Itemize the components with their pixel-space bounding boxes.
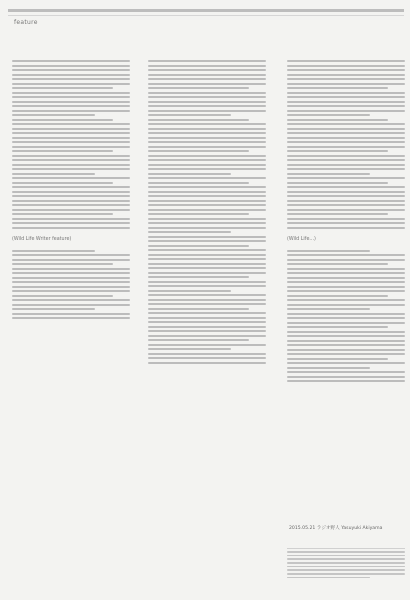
text-line bbox=[287, 60, 405, 62]
text-line bbox=[287, 272, 405, 274]
column-1-text bbox=[12, 60, 130, 319]
text-line bbox=[287, 213, 388, 215]
text-line bbox=[148, 254, 266, 256]
text-line bbox=[148, 213, 249, 215]
text-line bbox=[287, 119, 388, 121]
text-line bbox=[287, 155, 405, 157]
text-line bbox=[287, 78, 405, 80]
text-line bbox=[12, 177, 130, 179]
text-line bbox=[287, 344, 405, 346]
text-line bbox=[148, 105, 266, 107]
text-line bbox=[12, 123, 130, 125]
text-line bbox=[148, 150, 249, 152]
text-line bbox=[148, 83, 266, 85]
text-line bbox=[148, 321, 266, 323]
header-bar bbox=[8, 9, 404, 12]
text-line bbox=[148, 330, 266, 332]
text-line bbox=[148, 357, 266, 359]
text-line bbox=[148, 249, 266, 251]
text-line bbox=[287, 313, 405, 315]
text-line bbox=[148, 231, 231, 233]
text-line bbox=[287, 349, 405, 351]
text-line bbox=[287, 322, 405, 324]
text-line bbox=[148, 164, 266, 166]
text-line bbox=[287, 331, 405, 333]
text-line bbox=[12, 69, 130, 71]
text-line bbox=[148, 155, 266, 157]
text-line bbox=[287, 218, 405, 220]
text-line bbox=[148, 69, 266, 71]
text-line bbox=[148, 245, 249, 247]
text-line bbox=[287, 281, 405, 283]
text-line bbox=[148, 240, 266, 242]
text-line bbox=[12, 101, 130, 103]
text-line bbox=[12, 132, 130, 134]
text-line bbox=[12, 150, 113, 152]
text-line bbox=[287, 371, 405, 373]
text-line bbox=[12, 218, 130, 220]
text-line bbox=[287, 286, 405, 288]
footnote-line bbox=[287, 562, 405, 564]
text-line bbox=[287, 304, 405, 306]
text-line bbox=[12, 83, 130, 85]
text-line bbox=[12, 250, 95, 252]
text-line bbox=[287, 380, 405, 382]
text-line bbox=[287, 177, 405, 179]
text-line bbox=[12, 290, 130, 292]
text-line bbox=[148, 195, 266, 197]
text-line bbox=[12, 105, 130, 107]
text-line bbox=[12, 182, 113, 184]
text-line bbox=[287, 195, 405, 197]
text-line bbox=[12, 222, 130, 224]
text-line bbox=[12, 146, 130, 148]
text-line bbox=[287, 182, 388, 184]
text-line bbox=[287, 123, 405, 125]
text-line bbox=[148, 258, 266, 260]
text-line bbox=[12, 155, 130, 157]
text-line bbox=[12, 87, 113, 89]
text-line bbox=[287, 132, 405, 134]
text-line bbox=[287, 137, 405, 139]
text-line bbox=[12, 78, 130, 80]
text-line bbox=[287, 141, 405, 143]
text-line bbox=[287, 250, 370, 252]
text-line bbox=[12, 168, 130, 170]
text-line bbox=[287, 227, 405, 229]
text-line bbox=[287, 362, 405, 364]
text-line bbox=[148, 353, 266, 355]
text-line bbox=[12, 191, 130, 193]
text-line bbox=[287, 101, 405, 103]
footnote-line bbox=[287, 577, 370, 579]
text-line bbox=[12, 317, 130, 319]
text-line bbox=[148, 222, 266, 224]
text-line bbox=[287, 335, 405, 337]
text-line bbox=[287, 92, 405, 94]
text-line bbox=[12, 272, 130, 274]
text-line bbox=[287, 146, 405, 148]
text-line bbox=[12, 186, 130, 188]
text-line bbox=[148, 312, 266, 314]
text-line bbox=[12, 92, 130, 94]
text-line bbox=[287, 105, 405, 107]
text-line bbox=[287, 114, 370, 116]
text-line bbox=[287, 268, 405, 270]
text-line bbox=[148, 303, 266, 305]
text-line bbox=[148, 326, 266, 328]
text-line bbox=[287, 376, 405, 378]
text-column-1 bbox=[12, 58, 130, 528]
text-line bbox=[12, 295, 113, 297]
text-line bbox=[12, 254, 130, 256]
text-line bbox=[287, 290, 405, 292]
section-subhead: (Wild Life...) bbox=[287, 236, 316, 242]
text-line bbox=[287, 353, 405, 355]
text-line bbox=[148, 285, 266, 287]
text-line bbox=[12, 308, 95, 310]
text-line bbox=[287, 96, 405, 98]
text-line bbox=[148, 276, 249, 278]
text-line bbox=[148, 236, 266, 238]
text-line bbox=[12, 195, 130, 197]
text-line bbox=[148, 272, 266, 274]
text-line bbox=[148, 209, 266, 211]
text-line bbox=[12, 137, 130, 139]
text-column-3 bbox=[287, 58, 405, 528]
text-line bbox=[287, 186, 405, 188]
text-line bbox=[148, 137, 266, 139]
text-line bbox=[12, 119, 113, 121]
text-line bbox=[148, 362, 266, 364]
text-line bbox=[148, 348, 231, 350]
text-line bbox=[12, 114, 95, 116]
text-line bbox=[148, 177, 266, 179]
text-line bbox=[148, 141, 266, 143]
text-line bbox=[12, 259, 130, 261]
text-line bbox=[12, 173, 95, 175]
text-line bbox=[287, 277, 405, 279]
text-line bbox=[148, 182, 249, 184]
text-line bbox=[12, 141, 130, 143]
footnote-line bbox=[287, 566, 405, 568]
text-line bbox=[148, 294, 266, 296]
text-line bbox=[148, 290, 231, 292]
text-line bbox=[287, 317, 405, 319]
text-line bbox=[12, 286, 130, 288]
text-line bbox=[148, 299, 266, 301]
text-line bbox=[287, 299, 405, 301]
text-line bbox=[12, 74, 130, 76]
footnote-line bbox=[287, 551, 405, 553]
text-line bbox=[148, 186, 266, 188]
text-line bbox=[148, 60, 266, 62]
text-line bbox=[12, 96, 130, 98]
text-line bbox=[287, 200, 405, 202]
text-line bbox=[148, 335, 266, 337]
text-line bbox=[287, 65, 405, 67]
footnote-line bbox=[287, 573, 405, 575]
text-line bbox=[12, 213, 113, 215]
text-line bbox=[148, 96, 266, 98]
text-line bbox=[287, 173, 370, 175]
text-line bbox=[148, 344, 266, 346]
text-line bbox=[12, 304, 130, 306]
text-column-2 bbox=[148, 58, 266, 528]
text-line bbox=[287, 87, 388, 89]
text-line bbox=[287, 222, 405, 224]
text-line bbox=[287, 83, 405, 85]
text-line bbox=[148, 204, 266, 206]
text-line bbox=[148, 74, 266, 76]
text-line bbox=[148, 218, 266, 220]
text-line bbox=[12, 65, 130, 67]
text-line bbox=[287, 254, 405, 256]
text-line bbox=[12, 110, 130, 112]
text-line bbox=[287, 164, 405, 166]
text-line bbox=[12, 281, 130, 283]
text-line bbox=[148, 263, 266, 265]
text-line bbox=[287, 110, 405, 112]
text-line bbox=[287, 128, 405, 130]
text-line bbox=[12, 164, 130, 166]
text-line bbox=[148, 227, 266, 229]
text-line bbox=[287, 295, 388, 297]
text-line bbox=[148, 159, 266, 161]
text-line bbox=[148, 281, 266, 283]
text-line bbox=[12, 299, 130, 301]
text-line bbox=[287, 358, 388, 360]
text-line bbox=[148, 119, 249, 121]
text-line bbox=[287, 263, 388, 265]
text-line bbox=[12, 313, 130, 315]
text-line bbox=[287, 159, 405, 161]
text-line bbox=[148, 65, 266, 67]
footnote-line bbox=[287, 569, 405, 571]
text-line bbox=[148, 128, 266, 130]
text-line bbox=[148, 132, 266, 134]
text-line bbox=[148, 173, 231, 175]
text-line bbox=[287, 308, 370, 310]
text-line bbox=[287, 204, 405, 206]
text-line bbox=[148, 101, 266, 103]
text-line bbox=[287, 340, 405, 342]
footnote bbox=[287, 548, 405, 587]
text-line bbox=[12, 200, 130, 202]
text-line bbox=[148, 339, 249, 341]
text-line bbox=[12, 227, 130, 229]
text-line bbox=[148, 87, 249, 89]
text-line bbox=[287, 150, 388, 152]
footnote-line bbox=[287, 558, 405, 560]
text-line bbox=[12, 263, 113, 265]
text-line bbox=[148, 146, 266, 148]
section-subhead: (Wild Life Writer feature) bbox=[12, 236, 72, 242]
text-line bbox=[148, 92, 266, 94]
text-line bbox=[148, 317, 266, 319]
text-line bbox=[12, 204, 130, 206]
text-line bbox=[287, 326, 388, 328]
text-line bbox=[287, 367, 370, 369]
text-line bbox=[287, 191, 405, 193]
signature: 2015.05.21 ラジオ野人 Yasuyuki Akiyama bbox=[289, 526, 383, 531]
footnote-line bbox=[287, 555, 405, 557]
text-line bbox=[12, 277, 130, 279]
text-line bbox=[12, 209, 130, 211]
text-line bbox=[12, 60, 130, 62]
text-line bbox=[287, 69, 405, 71]
section-label: feature bbox=[14, 19, 38, 26]
text-line bbox=[148, 200, 266, 202]
text-line bbox=[148, 110, 266, 112]
text-line bbox=[287, 259, 405, 261]
text-line bbox=[148, 114, 231, 116]
text-line bbox=[148, 267, 266, 269]
text-line bbox=[12, 268, 130, 270]
text-line bbox=[148, 123, 266, 125]
column-2-text bbox=[148, 60, 266, 364]
text-line bbox=[287, 209, 405, 211]
header-rule bbox=[8, 15, 404, 16]
text-line bbox=[287, 74, 405, 76]
text-line bbox=[148, 308, 249, 310]
text-line bbox=[12, 159, 130, 161]
text-line bbox=[148, 191, 266, 193]
column-3-text bbox=[287, 60, 405, 382]
text-line bbox=[148, 168, 266, 170]
text-line bbox=[12, 128, 130, 130]
text-line bbox=[148, 78, 266, 80]
text-line bbox=[287, 168, 405, 170]
